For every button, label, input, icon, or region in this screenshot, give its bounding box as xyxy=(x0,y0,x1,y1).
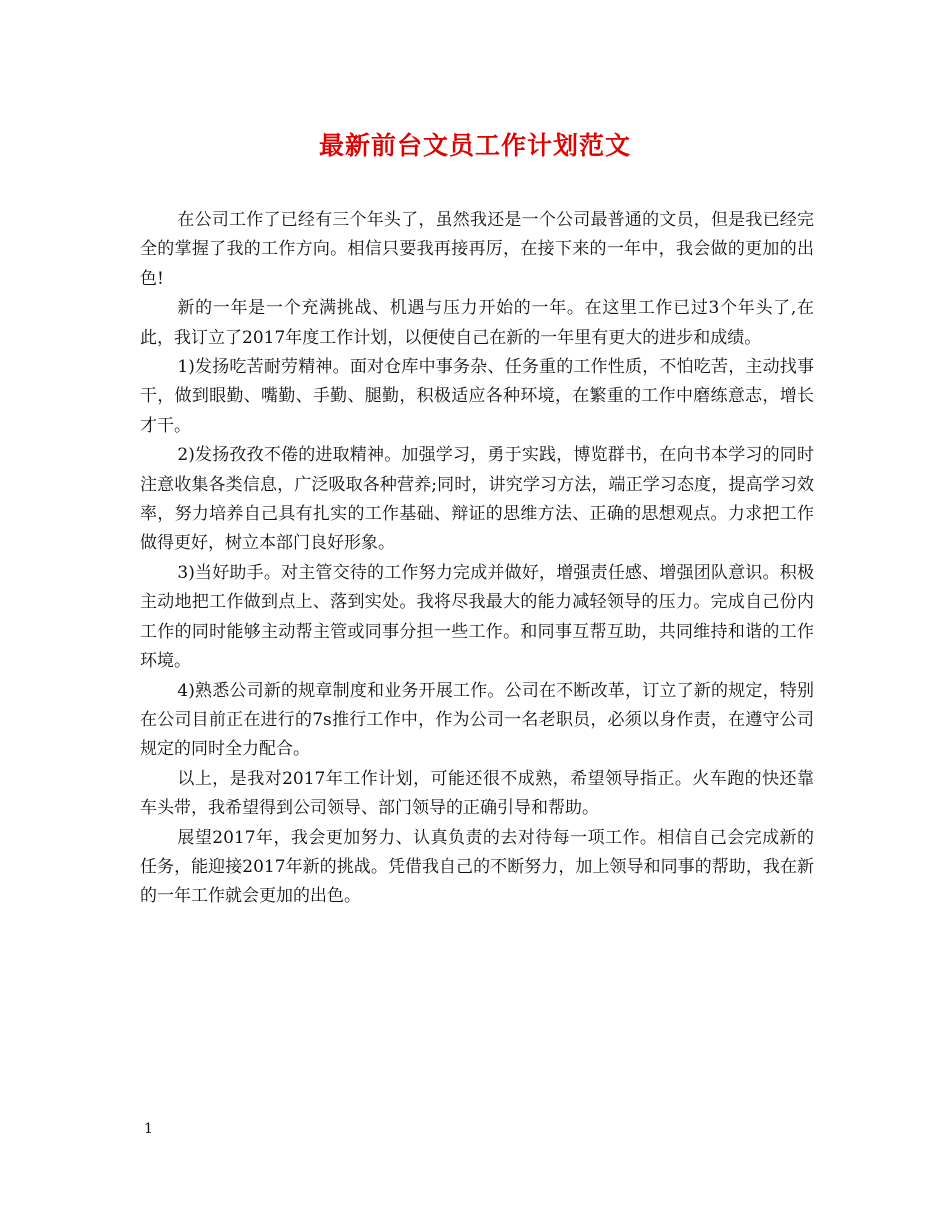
document-title: 最新前台文员工作计划范文 xyxy=(318,131,631,160)
paragraph-5: 3)当好助手。对主管交待的工作努力完成并做好，增强责任感、增强团队意识。积极主动地把工作做到点上、落到实处。我将尽我最大的能力减轻领导的压力。完成自己份内工作的同时能够主动帮主管或同事分担一些工作。和同事互帮互助，共同维持和谐的工作环境。 xyxy=(140,562,814,672)
paragraph-7: 以上，是我对2017年工作计划，可能还很不成熟，希望领导指正。火车跑的快还靠车头带，我希望得到公司领导、部门领导的正确引导和帮助。 xyxy=(140,768,814,819)
document-body xyxy=(140,206,814,912)
paragraph-8: 展望2017年，我会更加努力、认真负责的去对待每一项工作。相信自己会完成新的任务，能迎接2017年新的挑战。凭借我自己的不断努力，加上领导和同事的帮助，我在新的一年工作就会更加的出色。 xyxy=(140,827,814,907)
paragraph-6: 4)熟悉公司新的规章制度和业务开展工作。公司在不断改革，订立了新的规定，特别在公司目前正在进行的7s推行工作中，作为公司一名老职员，必须以身作责，在遵守公司规定的同时全力配合。 xyxy=(140,680,814,760)
paragraph-3: 1)发扬吃苦耐劳精神。面对仓库中事务杂、任务重的工作性质，不怕吃苦，主动找事干，做到眼勤、嘴勤、手勤、腿勤，积极适应各种环境，在繁重的工作中磨练意志，增长才干。 xyxy=(140,357,814,436)
paragraph-2: 新的一年是一个充满挑战、机遇与压力开始的一年。在这里工作已过3个年头了,在此，我订立了2017年度工作计划，以便使自己在新的一年里有更大的进步和成绩。 xyxy=(140,298,814,348)
page-number: 1 xyxy=(144,1121,153,1137)
paragraph-1: 在公司工作了已经有三个年头了，虽然我还是一个公司最普通的文员，但是我已经完全的掌握了我的工作方向。相信只要我再接再厉，在接下来的一年中，我会做的更加的出色! xyxy=(140,210,814,289)
paragraph-4: 2)发扬孜孜不倦的进取精神。加强学习，勇于实践，博览群书，在向书本学习的同时注意收集各类信息，广泛吸取各种营养;同时，讲究学习方法，端正学习态度，提高学习效率，努力培养自己具有扎实的工作基础、辩证的思维方法、正确的思想观点。力求把工作做得更好，树立本部门良好形象。 xyxy=(140,445,814,554)
